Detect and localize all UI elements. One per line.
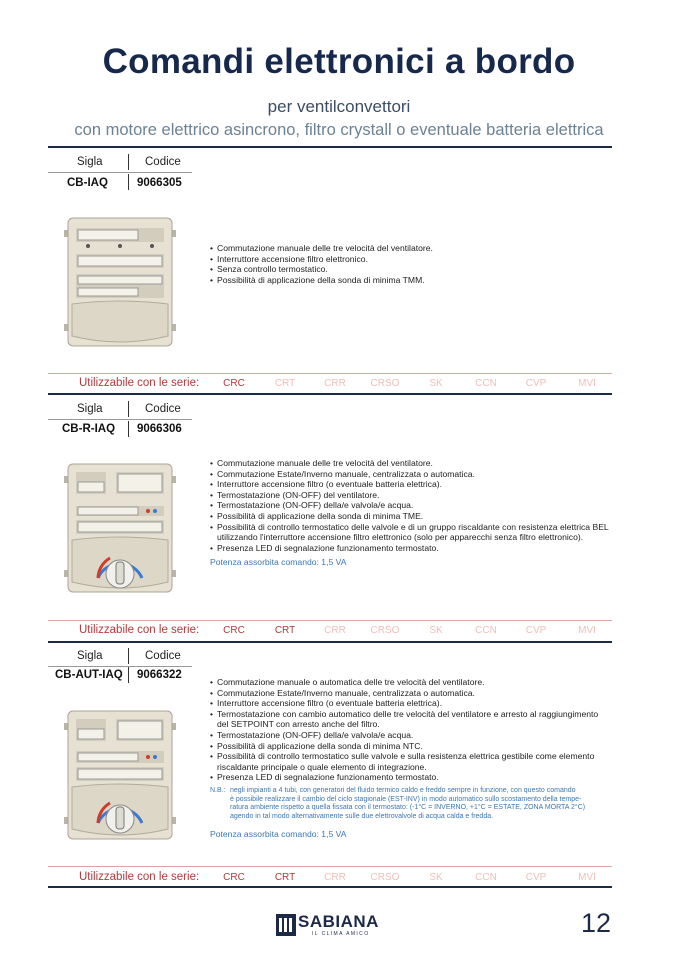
nb-label: N.B.: xyxy=(210,787,226,794)
feature-item: • Commutazione manuale o automatica delle tre velocità del ventilatore. xyxy=(210,677,598,688)
nb-line: ratura ambiente rispetto a quella fissata con il termostato: (-1°C = INVERNO, +1°C = ESTATE, ZONA MORTA 2°C) xyxy=(230,804,586,812)
series-item: CRT xyxy=(274,378,296,389)
series-item: CRR xyxy=(324,378,346,389)
nb-note xyxy=(210,787,610,821)
series-item: SK xyxy=(429,378,443,389)
feature-item: • Presenza LED di segnalazione funzionamento termostato. xyxy=(210,772,598,783)
feature-item: • Possibilità di applicazione della sonda di minima TMM. xyxy=(210,275,433,286)
feature-item-continued: utilizzando l'interruttore accensione filtro elettronico (solo per apparecchi senza filtro elettronico). xyxy=(217,532,584,543)
feature-item: • Termostatazione (ON-OFF) del ventilatore. xyxy=(210,490,609,501)
series-item: CRSO xyxy=(370,378,400,389)
section-rule xyxy=(48,886,612,888)
product-codice: 9066305 xyxy=(137,177,182,189)
series-item: CRC xyxy=(223,872,245,883)
sigla-header: Sigla xyxy=(77,156,103,168)
sabiana-logo xyxy=(276,912,406,938)
product-sigla: CB-AUT-IAQ xyxy=(55,669,123,681)
header-divider xyxy=(128,401,129,417)
series-item: CRSO xyxy=(370,625,400,636)
brand-tagline: IL CLIMA AMICO xyxy=(312,931,370,937)
control-panel-image xyxy=(58,214,182,350)
feature-list xyxy=(210,458,609,553)
header-rule xyxy=(48,146,612,148)
series-item: CVP xyxy=(525,378,547,389)
section-rule xyxy=(48,393,612,395)
header-underline xyxy=(48,172,192,173)
feature-item: • Senza controllo termostatico. xyxy=(210,264,433,275)
series-item: CRC xyxy=(223,625,245,636)
feature-item: • Interruttore accensione filtro (o eventuale batteria elettrica). xyxy=(210,479,609,490)
page-title: Comandi elettronici a bordo xyxy=(102,42,576,81)
feature-list xyxy=(210,243,433,285)
feature-item: • Commutazione Estate/Inverno manuale, centralizzata o automatica. xyxy=(210,688,598,699)
series-item: CCN xyxy=(475,378,497,389)
value-divider xyxy=(128,421,129,437)
series-item: CRR xyxy=(324,625,346,636)
series-item: MVI xyxy=(578,625,596,636)
series-item: CVP xyxy=(525,625,547,636)
codice-header: Codice xyxy=(145,156,181,168)
series-item: CRSO xyxy=(370,872,400,883)
series-label: Utilizzabile con le serie: xyxy=(79,624,200,636)
control-panel-image xyxy=(58,460,182,596)
nb-line: è possibile realizzare il cambio del ciclo stagionale (EST-INV) in modo automatico sullo scostamento della tempe- xyxy=(230,795,582,803)
nb-line: negli impianti a 4 tubi, con generatori del fluido termico caldo e freddo sempre in funzione, con questo comando xyxy=(230,787,576,794)
codice-header: Codice xyxy=(145,650,181,662)
feature-item: • Presenza LED di segnalazione funzionamento termostato. xyxy=(210,543,609,554)
feature-item: • Commutazione manuale delle tre velocità del ventilatore. xyxy=(210,458,609,469)
product-codice: 9066322 xyxy=(137,669,182,681)
series-item: MVI xyxy=(578,378,596,389)
product-sigla: CB-R-IAQ xyxy=(62,423,116,435)
series-item: CVP xyxy=(525,872,547,883)
feature-item-continued: del SETPOINT con arresto anche del filtro. xyxy=(217,719,380,730)
series-item: CRC xyxy=(223,378,245,389)
brand-mark-icon xyxy=(276,914,296,936)
page-subtitle: per ventilconvettori xyxy=(267,97,411,116)
power-consumption: Potenza assorbita comando: 1,5 VA xyxy=(210,829,347,839)
series-top-rule xyxy=(48,373,612,374)
feature-item: • Possibilità di applicazione della sonda di minima NTC. xyxy=(210,741,598,752)
series-item: CCN xyxy=(475,625,497,636)
feature-item: • Interruttore accensione filtro elettronico. xyxy=(210,254,433,265)
brand-name: SABIANA xyxy=(298,912,379,931)
feature-item: • Possibilità di applicazione della sonda di minima TME. xyxy=(210,511,609,522)
value-divider xyxy=(128,667,129,683)
header-divider xyxy=(128,648,129,664)
feature-item: • Possibilità di controllo termostatico sulle valvole e sulla resistenza elettrica gestibile come elemento xyxy=(210,751,598,762)
series-item: CCN xyxy=(475,872,497,883)
series-item: CRR xyxy=(324,872,346,883)
header-underline xyxy=(48,419,192,420)
feature-item: • Commutazione manuale delle tre velocità del ventilatore. xyxy=(210,243,433,254)
power-consumption: Potenza assorbita comando: 1,5 VA xyxy=(210,557,347,567)
section-rule xyxy=(48,641,612,643)
feature-item: • Termostatazione con cambio automatico delle tre velocità del ventilatore e arresto al raggiungimento xyxy=(210,709,598,720)
page-subtitle-detail: con motore elettrico asincrono, filtro crystall o eventuale batteria elettrica xyxy=(74,121,604,139)
series-item: CRT xyxy=(274,625,296,636)
series-label: Utilizzabile con le serie: xyxy=(79,377,200,389)
series-label: Utilizzabile con le serie: xyxy=(79,871,200,883)
header-divider xyxy=(128,154,129,170)
series-item: CRT xyxy=(274,872,296,883)
nb-line: agendo in tal modo alternativamente sulle due elettrovalvole di acqua calda e fredda. xyxy=(230,812,494,820)
header-underline xyxy=(48,666,192,667)
series-item: MVI xyxy=(578,872,596,883)
codice-header: Codice xyxy=(145,403,181,415)
feature-item: • Possibilità di controllo termostatico delle valvole e di un gruppo riscaldante con resistenza elettrica BEL xyxy=(210,522,609,533)
series-item: SK xyxy=(429,872,443,883)
feature-item-continued: riscaldante principale o quale elemento di integrazione. xyxy=(217,761,427,772)
feature-item: • Termostatazione (ON-OFF) della/e valvola/e acqua. xyxy=(210,730,598,741)
feature-list xyxy=(210,677,598,783)
sigla-header: Sigla xyxy=(77,650,103,662)
feature-item: • Commutazione Estate/Inverno manuale, centralizzata o automatica. xyxy=(210,469,609,480)
feature-item: • Termostatazione (ON-OFF) della/e valvola/e acqua. xyxy=(210,500,609,511)
control-panel-image xyxy=(58,707,182,843)
value-divider xyxy=(128,174,129,190)
feature-item: • Interruttore accensione filtro (o eventuale batteria elettrica). xyxy=(210,698,598,709)
series-item: SK xyxy=(429,625,443,636)
page-number: 12 xyxy=(581,908,612,938)
series-top-rule xyxy=(48,866,612,867)
product-codice: 9066306 xyxy=(137,423,182,435)
sigla-header: Sigla xyxy=(77,403,103,415)
series-top-rule xyxy=(48,620,612,621)
product-sigla: CB-IAQ xyxy=(67,177,108,189)
